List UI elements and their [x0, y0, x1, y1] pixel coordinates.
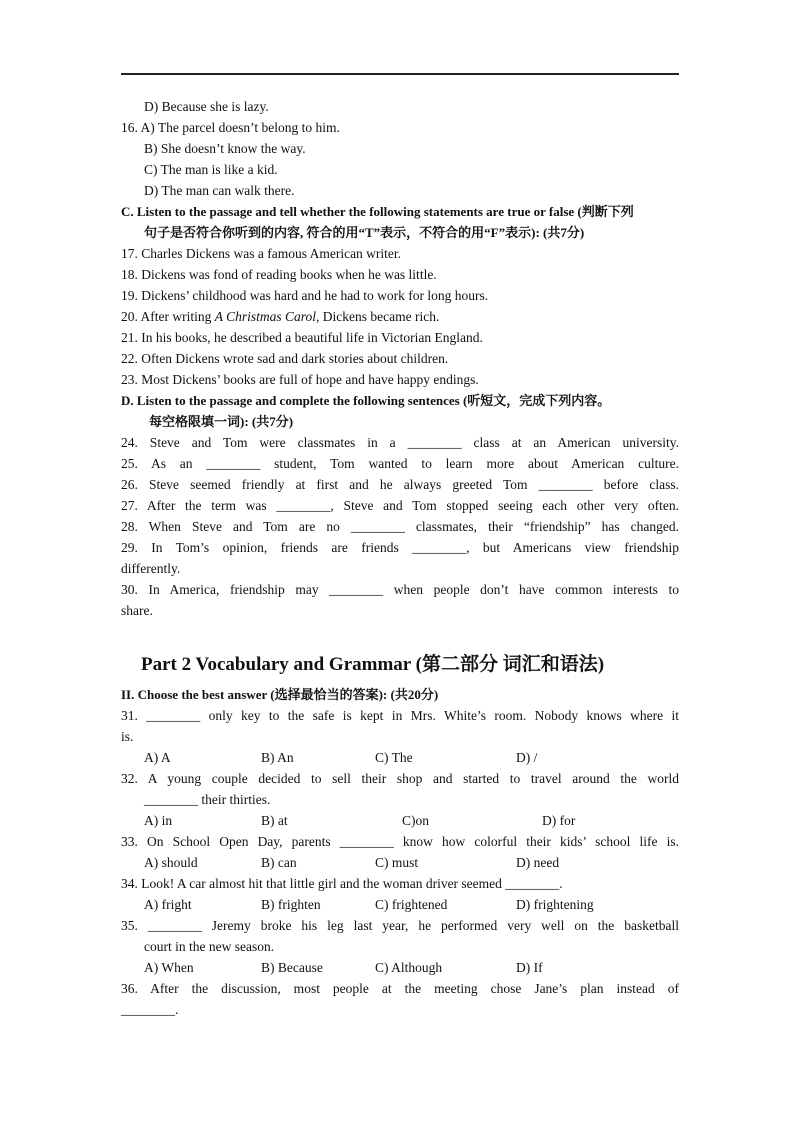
q34-line1: 34. Look! A car almost hit that little girl and the woman driver seemed ________. [121, 876, 563, 891]
q20-book-title: A Christmas Carol [214, 309, 317, 324]
q36-line2: ________. [121, 1002, 179, 1017]
section-ii-heading: II. Choose the best answer (选择最恰当的答案): (共20分) [121, 687, 439, 702]
q23: 23. Most Dickens’ books are full of hope and have happy endings. [121, 372, 479, 387]
q33-option-b: B) can [261, 855, 297, 870]
q34-options [144, 895, 679, 915]
q30-line1: 30. In America, friendship may ________ when people don’t have common interests to [121, 582, 679, 597]
q29-line2: differently. [121, 561, 181, 576]
q32-option-b: B) at [261, 813, 288, 828]
q28: 28. When Steve and Tom are no ________ classmates, their “friendship” has changed. [121, 519, 679, 534]
q33-option-d: D) need [516, 855, 560, 870]
q33-option-c: C) must [375, 855, 419, 870]
q34-option-b: B) frighten [261, 897, 321, 912]
q30-line2: share. [121, 603, 153, 618]
q16-option-b: B) She doesn’t know the way. [144, 141, 306, 156]
q36-line1: 36. After the discussion, most people at the meeting chose Jane’s plan instead of [121, 981, 679, 996]
q15-option-d: D) Because she is lazy. [144, 99, 269, 114]
q20-pre: 20. After writing [121, 309, 215, 324]
q16-option-c: C) The man is like a kid. [144, 162, 278, 177]
q33-line1: 33. On School Open Day, parents ________ know how colorful their kids’ school life is. [121, 834, 679, 849]
q16-option-d: D) The man can walk there. [144, 183, 295, 198]
q29-line1: 29. In Tom’s opinion, friends are friends ________, but Americans view friendship [121, 540, 679, 555]
section-d-heading-line1: D. Listen to the passage and complete the following sentences (听短文，完成下列内容。 [121, 393, 611, 408]
q16-option-a: 16. A) The parcel doesn’t belong to him. [121, 120, 340, 135]
q32-option-a: A) in [144, 813, 173, 828]
q27: 27. After the term was ________, Steve and Tom stopped seeing each other very often. [121, 498, 679, 513]
q35-option-d: D) If [516, 960, 543, 975]
q31-option-b: B) An [261, 750, 294, 765]
header-rule [121, 73, 679, 75]
q34-option-c: C) frightened [375, 897, 448, 912]
q34-option-a: A) fright [144, 897, 192, 912]
section-c-heading-line2: 句子是否符合你听到的内容, 符合的用“T”表示，不符合的用“F”表示): (共7分) [144, 225, 585, 240]
q24: 24. Steve and Tom were classmates in a ________ class at an American university. [121, 435, 679, 450]
q31-option-a: A) A [144, 750, 171, 765]
q34-option-d: D) frightening [516, 897, 594, 912]
q35-options [144, 958, 679, 978]
q32-option-c: C)on [402, 813, 429, 828]
q31-line1: 31. ________ only key to the safe is kept in Mrs. White’s room. Nobody knows where it [121, 708, 679, 723]
section-c-heading-line1: C. Listen to the passage and tell whether the following statements are true or false (判断下列 [121, 204, 634, 219]
q19: 19. Dickens’ childhood was hard and he had to work for long hours. [121, 288, 489, 303]
q20-post: , Dickens became rich. [316, 309, 440, 324]
q31-line2: is. [121, 729, 134, 744]
q20 [121, 307, 679, 327]
q26: 26. Steve seemed friendly at first and he always greeted Tom ________ before class. [121, 477, 679, 492]
q33-option-a: A) should [144, 855, 198, 870]
q17: 17. Charles Dickens was a famous American writer. [121, 246, 402, 261]
q32-line2: ________ their thirties. [144, 792, 271, 807]
q32-line1: 32. A young couple decided to sell their shop and started to travel around the world [121, 771, 679, 786]
q25: 25. As an ________ student, Tom wanted to learn more about American culture. [121, 456, 679, 471]
q21: 21. In his books, he described a beautiful life in Victorian England. [121, 330, 483, 345]
q31-options [144, 748, 679, 768]
q32-options [144, 811, 679, 831]
q35-line2: court in the new season. [144, 939, 275, 954]
q31-option-c: C) The [375, 750, 413, 765]
q32-option-d: D) for [542, 813, 576, 828]
q35-line1: 35. ________ Jeremy broke his leg last year, he performed very well on the basketball [121, 918, 679, 933]
q18: 18. Dickens was fond of reading books when he was little. [121, 267, 437, 282]
q22: 22. Often Dickens wrote sad and dark stories about children. [121, 351, 449, 366]
q35-option-c: C) Although [375, 960, 443, 975]
q35-option-a: A) When [144, 960, 194, 975]
part2-title: Part 2 Vocabulary and Grammar (第二部分 词汇和语法) [141, 654, 605, 675]
q35-option-b: B) Because [261, 960, 323, 975]
section-d-heading-line2: 每空格限填一词): (共7分) [149, 414, 294, 429]
q31-option-d: D) / [516, 750, 538, 765]
q33-options [144, 853, 679, 873]
